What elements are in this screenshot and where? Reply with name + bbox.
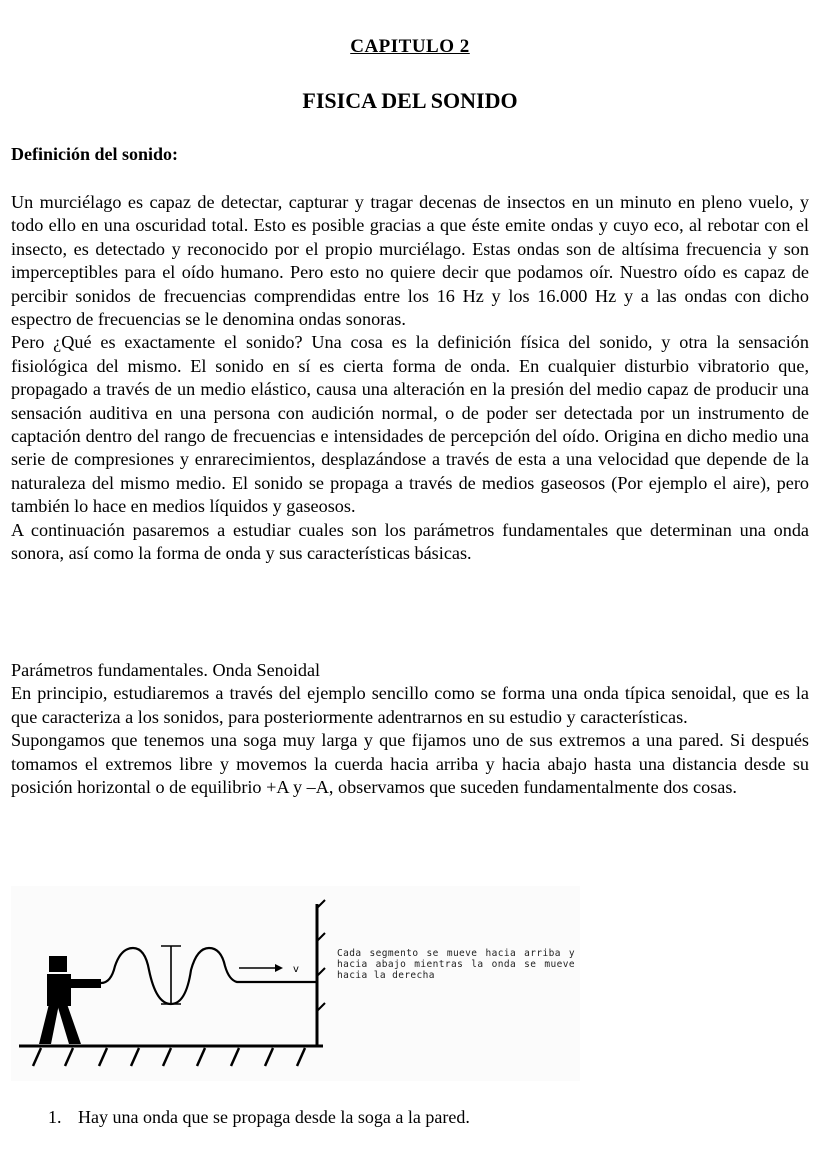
paragraph: Supongamos que tenemos una soga muy larga y que fijamos uno de sus extremos a una pared. Si después tomamos el extremos libre y movemos la cuerda hacia arriba y hacia abajo hasta una distancia desde su posición horizontal o de equilibrio +A y –A, observamos que suceden fundamentalmente dos cosas. [11, 730, 809, 798]
body-section-1 [11, 191, 809, 566]
velocity-arrowhead [275, 964, 283, 972]
paragraph: En principio, estudiaremos a través del ejemplo sencillo como se forma una onda típica senoidal, que es la que caracteriza a los sonidos, para posteriormente adentrarnos en su estudio y características. [11, 683, 809, 727]
page-title: FISICA DEL SONIDO [302, 88, 518, 113]
rope-wave-figure [11, 886, 580, 1081]
chapter-heading: CAPITULO 2 [350, 36, 470, 57]
figure-caption: Cada segmento se mueve hacia arriba y hacia abajo mientras la onda se mueve hacia la derecha [337, 948, 575, 981]
velocity-label: v [293, 964, 299, 975]
rope-wave [101, 948, 317, 1004]
list-item-number: 1. [48, 1107, 62, 1127]
paragraph: Pero ¿Qué es exactamente el sonido? Una cosa es la definición física del sonido, y otra la sensación fisiológica del mismo. El sonido en sí es cierta forma de onda. En cualquier disturbio vibratorio que, propagado a través de un medio elástico, causa una alteración en la presión del medio capaz de producir una sensación auditiva en una persona con audición normal, o de poder ser detectada por un instrumento de captación dentro del rango de frecuencias e intensidades de percepción del oído. Origina en dicho medio una serie de compresiones y enrarecimientos, desplazándose a través de esta a una velocidad que depende de la naturaleza del mismo medio. El sonido se propaga a través de medios gaseosos (Por ejemplo el aire), pero también lo hace en medios líquidos y gaseosos. [11, 332, 809, 517]
list-item-text: Hay una onda que se propaga desde la soga a la pared. [78, 1107, 470, 1127]
paragraph: A continuación pasaremos a estudiar cuales son los parámetros fundamentales que determinan una onda sonora, así como la forma de onda y sus características básicas. [11, 519, 809, 564]
paragraph: Un murciélago es capaz de detectar, capturar y tragar decenas de insectos en un minuto en pleno vuelo, y todo ello en una oscuridad total. Esto es posible gracias a que éste emite ondas y cuyo eco, al rebotar con el insecto, es detectado y reconocido por el propio murciélago. Estas ondas son de altísima frecuencia y son imperceptibles para el oído humano. Pero esto no quiere decir que podamos oír. Nuestro oído es capaz de percibir sonidos de frecuencias comprendidas entre los 16 Hz y los 16.000 Hz y a las ondas con dicho espectro de frecuencias se le denomina ondas sonoras. [11, 192, 809, 330]
list-item [48, 1107, 470, 1128]
section-heading: Definición del sonido: [11, 144, 179, 164]
body-section-2 [11, 659, 809, 799]
amplitude-marker [161, 946, 181, 1004]
subsection-heading: Parámetros fundamentales. Onda Senoidal [11, 660, 321, 680]
numbered-list [48, 1107, 470, 1128]
rope-wave-illustration [11, 886, 580, 1081]
ground-hatch [33, 1048, 305, 1066]
person-figure [39, 956, 101, 1044]
